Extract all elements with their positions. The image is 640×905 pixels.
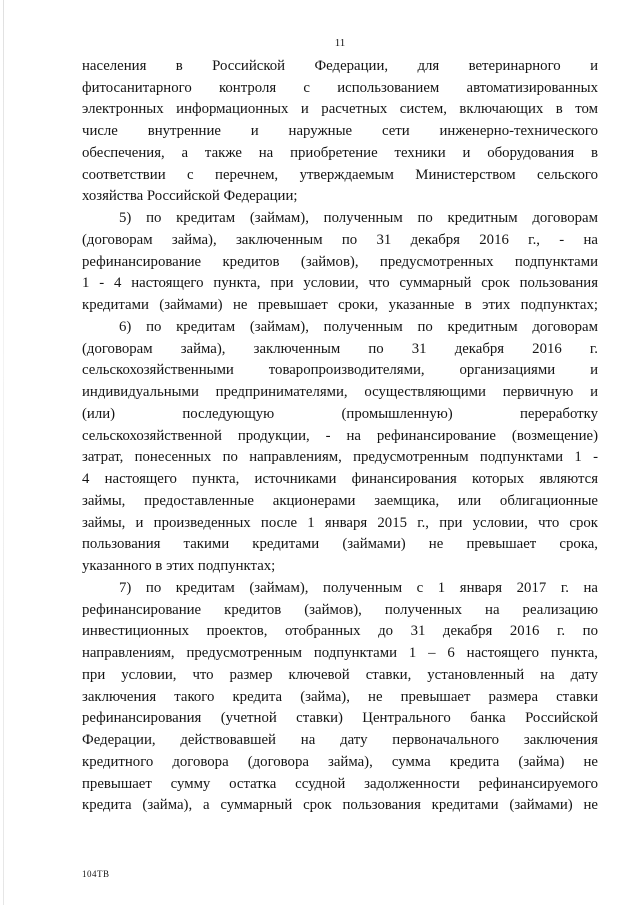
text-line: займы, и произведенных после 1 января 2015 г., при условии, что срок — [82, 515, 598, 531]
text-line: (договорам займа), заключенным по 31 декабря 2016 г., - на — [82, 232, 598, 248]
text-line: пользования такими кредитами (займами) не превышает срока, — [82, 536, 598, 552]
text-line: 4 настоящего пункта, источниками финансирования которых являются — [82, 471, 598, 487]
text-line: электронных информационных и расчетных систем, включающих в том — [82, 101, 598, 117]
text-line: сельскохозяйственной продукции, - на рефинансирование (возмещение) — [82, 428, 598, 444]
text-line: инвестиционных проектов, отобранных до 31 декабря 2016 г. по — [82, 623, 598, 639]
text-line: Федерации, действовавшей на дату первоначального заключения — [82, 732, 598, 748]
text-line: индивидуальными предпринимателями, осуществляющими первичную и — [82, 384, 598, 400]
footer-document-code: 104ТВ — [82, 869, 110, 879]
text-line: соответствии с перечнем, утверждаемым Министерством сельского — [82, 167, 598, 183]
text-line: (или) последующую (промышленную) переработку — [82, 406, 598, 422]
page-number: 11 — [334, 37, 346, 49]
text-line: затрат, понесенных по направлениям, предусмотренным подпунктами 1 - — [82, 449, 598, 465]
text-line: заключения такого кредита (займа), не превышает размера ставки — [82, 689, 598, 705]
text-line: 5) по кредитам (займам), полученным по кредитным договорам — [119, 210, 598, 226]
text-line: (договорам займа), заключенным по 31 декабря 2016 г. — [82, 341, 598, 357]
text-line: направлениям, предусмотренным подпунктами 1 – 6 настоящего пункта, — [82, 645, 598, 661]
text-line: кредитного договора (договора займа), сумма кредита (займа) не — [82, 754, 598, 770]
text-line: 7) по кредитам (займам), полученным с 1 января 2017 г. на — [119, 580, 598, 596]
text-line: хозяйства Российской Федерации; — [82, 188, 298, 204]
text-line: кредитами (займами) не превышает сроки, указанные в этих подпунктах; — [82, 297, 598, 313]
scan-edge — [3, 0, 4, 905]
text-line: при условии, что размер ключевой ставки, установленный на дату — [82, 667, 598, 683]
text-line: кредита (займа), а суммарный срок пользования кредитами (займами) не — [82, 797, 598, 813]
text-line: рефинансирования (учетной ставки) Центрального банка Российской — [82, 710, 598, 726]
text-line: указанного в этих подпунктах; — [82, 558, 276, 574]
text-line: 1 - 4 настоящего пункта, при условии, что суммарный срок пользования — [82, 275, 598, 291]
text-line: обеспечения, а также на приобретение техники и оборудования в — [82, 145, 598, 161]
text-line: рефинансирование кредитов (займов), полученных на реализацию — [82, 602, 598, 618]
text-line: рефинансирование кредитов (займов), предусмотренных подпунктами — [82, 254, 598, 270]
text-line: сельскохозяйственными товаропроизводителями, организациями и — [82, 362, 598, 378]
text-line: населения в Российской Федерации, для ветеринарного и — [82, 58, 598, 74]
text-line: фитосанитарного контроля с использованием автоматизированных — [82, 80, 598, 96]
text-line: числе внутренние и наружные сети инженерно-технического — [82, 123, 598, 139]
text-line: займы, предоставленные акционерами заемщика, или облигационные — [82, 493, 598, 509]
text-line: 6) по кредитам (займам), полученным по кредитным договорам — [119, 319, 598, 335]
text-line: превышает сумму остатка ссудной задолженности рефинансируемого — [82, 776, 598, 792]
